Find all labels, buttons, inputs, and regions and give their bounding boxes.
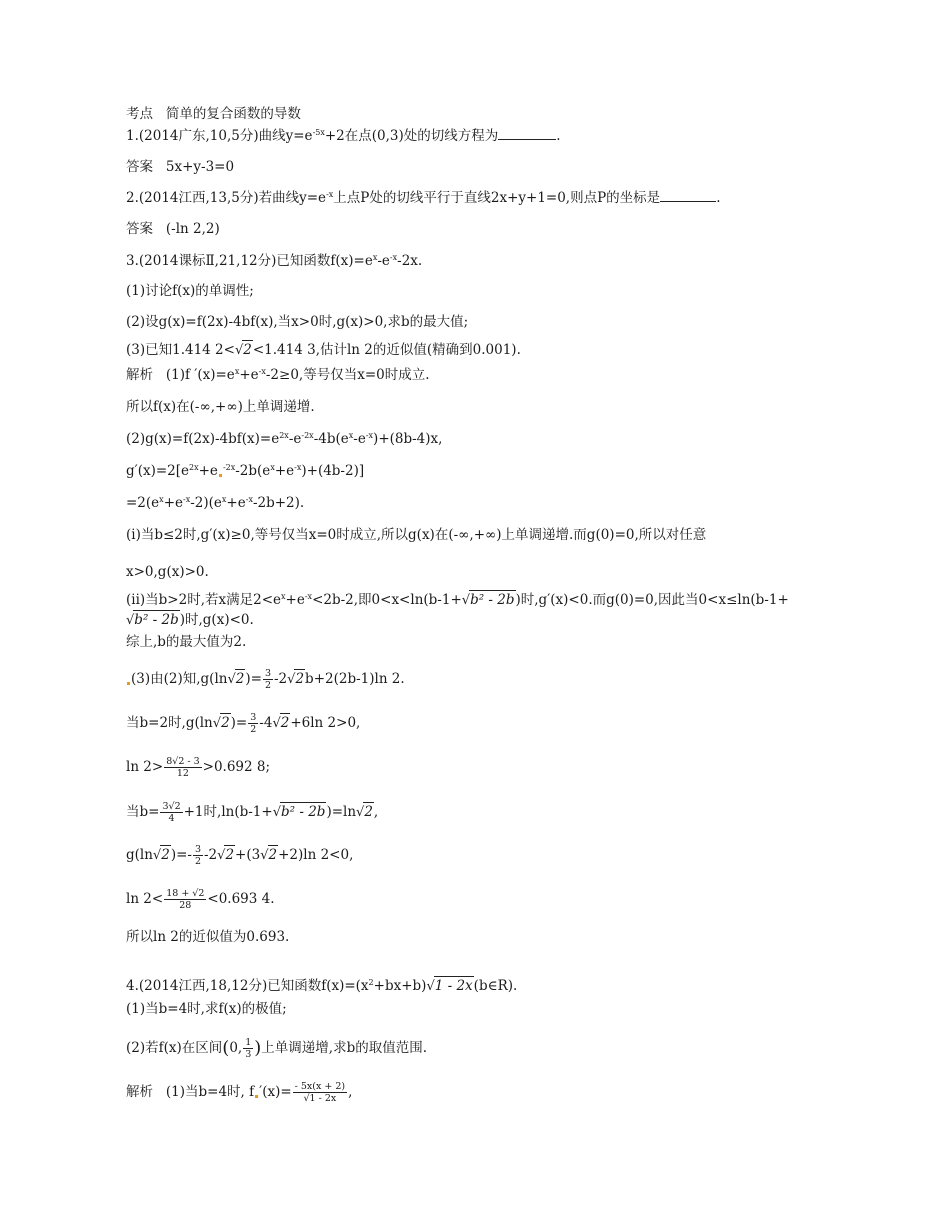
q3-s1-e1: x (234, 367, 240, 376)
q4-sol-1 (126, 1081, 352, 1104)
q3-s12c: +6ln 2>0, (290, 715, 361, 731)
fraction (164, 756, 201, 779)
q1-answer (126, 158, 234, 176)
q3-s14-radicand2: 2 (364, 804, 373, 820)
left-paren: ( (222, 1037, 230, 1059)
q4-solution-label: 解析 (126, 1084, 153, 1100)
q1-answer-label: 答案 (126, 159, 153, 175)
fraction-denominator: 2 (250, 724, 257, 735)
q3-s4a: g′(x)=2[e (126, 463, 190, 479)
q3-s4-e2: -2x (222, 463, 236, 472)
q3-s5b: +e (163, 495, 183, 511)
fraction (293, 1081, 347, 1104)
fraction (193, 844, 203, 867)
q3-sol-9 (126, 610, 254, 630)
q4-radicand: 1 - 2x (434, 978, 473, 994)
q3-s11c: b+2(2b-1)ln 2. (305, 671, 405, 687)
q3-sol-12: 当b=2时,g(ln√2)= $\frac{3}{2}$ -4√2+6ln 2>0, (126, 712, 361, 735)
q3-s8b: +e (285, 592, 305, 608)
q3-stem-a: 3.(2014课标Ⅱ,21,12分)已知函数f(x)=e (126, 253, 373, 269)
sqrt-icon: √ (260, 848, 269, 863)
sqrt-icon: √ (126, 613, 135, 628)
q3-p3-radicand: 2 (243, 342, 252, 358)
sqrt-icon: √ (426, 979, 435, 994)
fraction-numerator: 3 (194, 844, 201, 855)
q3-s11a: (3)由(2)知,g(ln (131, 671, 228, 687)
q3-sol-2: 所以f(x)在(-∞,+∞)上单调递增. (126, 399, 315, 415)
q3-sol-14 (126, 801, 378, 824)
q3-s4c: -2b(e (235, 463, 271, 479)
q3-sol-3 (126, 430, 442, 448)
fraction-denominator: √1 - 2x (303, 1093, 337, 1104)
q2-answer-blank (660, 189, 716, 202)
q3-s9-radicand: b² - 2b (134, 612, 179, 628)
fraction (263, 668, 273, 691)
q3-s4e: )+(4b-2)] (301, 463, 365, 479)
fraction-denominator: 3 (245, 1049, 252, 1060)
q3-s15d: +(3 (235, 847, 261, 863)
q4-stem (126, 976, 517, 996)
q4-s1c: , (348, 1084, 353, 1100)
q3-s11b: -2 (274, 671, 288, 687)
q1-stem-b: +2在点(0,3)处的切线方程为 (324, 128, 499, 144)
q3-s5-e1: x (159, 495, 164, 504)
q3-sol-6: (i)当b≤2时,g′(x)≥0,等号仅当x=0时成立,所以g(x)在(-∞,+∞)上单调递增.而g(0)=0,所以对任意 (126, 527, 707, 543)
q3-s3-e1: 2x (279, 431, 289, 440)
fraction (243, 1037, 253, 1060)
fraction-numerator: 3√2 (162, 801, 181, 812)
q3-s4-e3: x (270, 463, 275, 472)
q2-answer (126, 220, 220, 238)
q3-s13a: ln 2> (126, 759, 164, 775)
q3-s8-e1: x (281, 592, 286, 601)
q3-sol-1 (126, 366, 430, 384)
q2-stem (126, 189, 720, 207)
q3-s1m: +e (239, 367, 259, 383)
q3-p3a: (3)已知1.414 2< (126, 342, 235, 358)
q3-s5-e3: x (221, 495, 227, 504)
q3-s5c: -2)(e (190, 495, 222, 511)
q2-stem-a: 2.(2014江西,13,5分)若曲线y=e (126, 190, 327, 206)
q3-s15-radicand: 2 (161, 847, 170, 863)
q3-s8d: )时,g′(x)<0.而g(0)=0,因此当0<x≤ln(b-1+ (515, 592, 789, 608)
q3-s8-radicand: b² - 2b (470, 592, 515, 608)
stray-mark (219, 474, 222, 477)
q4-interval-start: 0, (229, 1040, 243, 1056)
sqrt-icon: √ (356, 805, 365, 820)
right-paren: ) (254, 1037, 262, 1059)
q1-answer-blank (498, 127, 556, 140)
q3-s15-radicand2: 2 (225, 847, 235, 863)
q3-s5e: -2b+2). (252, 495, 305, 511)
q3-sol-15 (126, 844, 353, 867)
section-title: 简单的复合函数的导数 (165, 106, 301, 122)
fraction-numerator: 8√2 - 3 (166, 756, 200, 767)
q2-answer-value: (-ln 2,2) (165, 221, 220, 237)
q4-part2 (126, 1037, 427, 1060)
q3-exp2: -x (389, 253, 398, 262)
q2-stem-b: 上点P处的切线平行于直线2x+y+1=0,则点P的坐标是 (333, 190, 661, 206)
q3-s15c: -2 (204, 847, 218, 863)
q3-s9: )时,g(x)<0. (179, 612, 254, 628)
q3-s4-e4: -x (294, 463, 302, 472)
q3-s11-radicand: 2 (235, 671, 245, 687)
q4-stem-b: +bx+b) (373, 978, 427, 994)
q3-s4d: +e (274, 463, 295, 479)
sqrt-icon: √ (217, 848, 226, 863)
fraction (160, 801, 182, 824)
sqrt-icon: √ (227, 672, 236, 687)
q3-s14-radicand: b² - 2b (281, 804, 326, 820)
q1-stem (126, 127, 561, 145)
q3-s14c: )=ln (326, 804, 357, 820)
fraction-numerator: 1 (245, 1037, 252, 1048)
q4-s1b: ′(x)= (259, 1084, 292, 1100)
q3-part2: (2)设g(x)=f(2x)-4bf(x),当x>0时,g(x)>0,求b的最大值; (126, 314, 469, 330)
q4-stem-c: (b∈R). (473, 978, 518, 994)
fraction (164, 888, 206, 911)
q4-exp: 2 (368, 978, 374, 987)
fraction-denominator: 2 (264, 680, 271, 691)
q4-part1: (1)当b=4时,求f(x)的极值; (126, 1001, 287, 1017)
q1-answer-value: 5x+y-3=0 (165, 159, 235, 175)
q4-s1a: (1)当b=4时, f (165, 1084, 255, 1100)
q3-s1-e2: -x (258, 367, 266, 376)
q3-exp1: x (372, 253, 378, 262)
q4-stem-a: 4.(2014江西,18,12分)已知函数f(x)=(x (126, 978, 369, 994)
q1-exp: -5x (312, 128, 325, 137)
q3-s5d: +e (226, 495, 246, 511)
q3-s3b: -e (288, 431, 302, 447)
q3-s14a: 当b= (126, 804, 160, 820)
q3-sol-8 (126, 590, 789, 610)
q4-p2a: (2)若f(x)在区间 (126, 1040, 223, 1056)
q3-stem-end: -2x. (397, 253, 423, 269)
q3-s5a: =2(e (126, 495, 160, 511)
section-heading (126, 105, 301, 123)
section-label: 考点 (126, 106, 153, 122)
q3-s12-radicand: 2 (221, 715, 230, 731)
q3-sol-17: 所以ln 2的近似值为0.693. (126, 929, 290, 945)
q3-s15e: +2)ln 2<0, (278, 847, 354, 863)
q3-s3c: -4b(e (313, 431, 349, 447)
q3-sol-11: (3)由(2)知,g(ln√2)= $\frac{3}{2}$ -2√2b+2(2b-1)ln 2. (126, 668, 405, 691)
sqrt-icon: √ (234, 343, 244, 358)
q4-p2b: 上单调递增,求b的取值范围. (261, 1040, 428, 1056)
fraction-denominator: 12 (176, 768, 189, 779)
q2-answer-label: 答案 (126, 221, 153, 237)
sqrt-icon: √ (152, 848, 162, 863)
q3-part3 (126, 340, 521, 360)
q3-s3e: )+(8b-4)x, (373, 431, 443, 447)
q3-s3-e4: -x (365, 431, 374, 440)
fraction-numerator: 18 + √2 (166, 888, 205, 899)
fraction-denominator: 2 (194, 856, 201, 867)
fraction-numerator: - 5x(x + 2) (294, 1081, 346, 1092)
q3-s1-end: -2≥0,等号仅当x=0时成立. (265, 367, 430, 383)
sqrt-icon: √ (461, 593, 471, 608)
fraction-numerator: 3 (250, 712, 257, 723)
q3-s15-radicand3: 2 (268, 847, 278, 863)
q3-solution-label: 解析 (126, 367, 153, 383)
q3-s13b: >0.692 8; (202, 759, 271, 775)
q3-s4-e1: 2x (189, 463, 199, 472)
q3-stem (126, 252, 422, 270)
q3-s3-e3: x (348, 431, 354, 440)
q3-s8a: (ii)当b>2时,若x满足2<e (126, 592, 282, 608)
q3-s5-e2: -x (183, 495, 191, 504)
q1-stem-a: 1.(2014广东,10,5分)曲线y=e (126, 128, 313, 144)
q3-sol-13 (126, 756, 270, 779)
stray-mark (127, 682, 130, 685)
q3-s3a: (2)g(x)=f(2x)-4bf(x)=e (126, 431, 280, 447)
sqrt-icon: √ (272, 805, 281, 820)
q3-s1a: (1)f ′(x)=e (165, 367, 235, 383)
q3-s16b: <0.693 4. (207, 891, 275, 907)
fraction-denominator: 28 (179, 900, 192, 911)
q3-s8-e2: -x (304, 592, 313, 601)
q3-s12-radicand2: 2 (280, 715, 290, 731)
q2-stem-end: . (716, 190, 721, 206)
q3-s11-radicand2: 2 (295, 671, 305, 687)
sqrt-icon: √ (287, 672, 296, 687)
q3-s8c: <2b-2,即0<x<ln(b-1+ (312, 592, 462, 608)
q3-s14d: , (373, 804, 379, 820)
q3-sol-4 (126, 462, 364, 480)
q3-s15b: )=- (170, 847, 192, 863)
q3-s5-e4: -x (245, 495, 253, 504)
q3-s15a: g(ln (126, 847, 153, 863)
fraction-denominator: 4 (168, 813, 175, 824)
q3-p3b: <1.414 3,估计ln 2的近似值(精确到0.001). (252, 342, 521, 358)
sqrt-icon: √ (212, 716, 222, 731)
q3-s12a: 当b=2时,g(ln (126, 715, 213, 731)
q3-sol-7: x>0,g(x)>0. (126, 564, 209, 580)
stray-mark (255, 1095, 258, 1098)
q3-sol-10: 综上,b的最大值为2. (126, 634, 247, 650)
fraction (248, 712, 258, 735)
q3-part1: (1)讨论f(x)的单调性; (126, 283, 254, 299)
q3-sol-16 (126, 888, 275, 911)
sqrt-icon: √ (272, 716, 281, 731)
q3-s3-e2: -2x (301, 431, 314, 440)
q2-exp: -x (326, 190, 334, 199)
fraction-numerator: 3 (264, 668, 271, 679)
q1-stem-end: . (556, 128, 561, 144)
q3-stem-mid: -e (377, 253, 390, 269)
q3-s12b: -4 (259, 715, 273, 731)
q3-s14b: +1时,ln(b-1+ (183, 804, 273, 820)
q3-s4b: +e (198, 463, 218, 479)
q3-s3d: -e (353, 431, 366, 447)
q3-s16a: ln 2< (126, 891, 164, 907)
q3-sol-5 (126, 494, 304, 512)
